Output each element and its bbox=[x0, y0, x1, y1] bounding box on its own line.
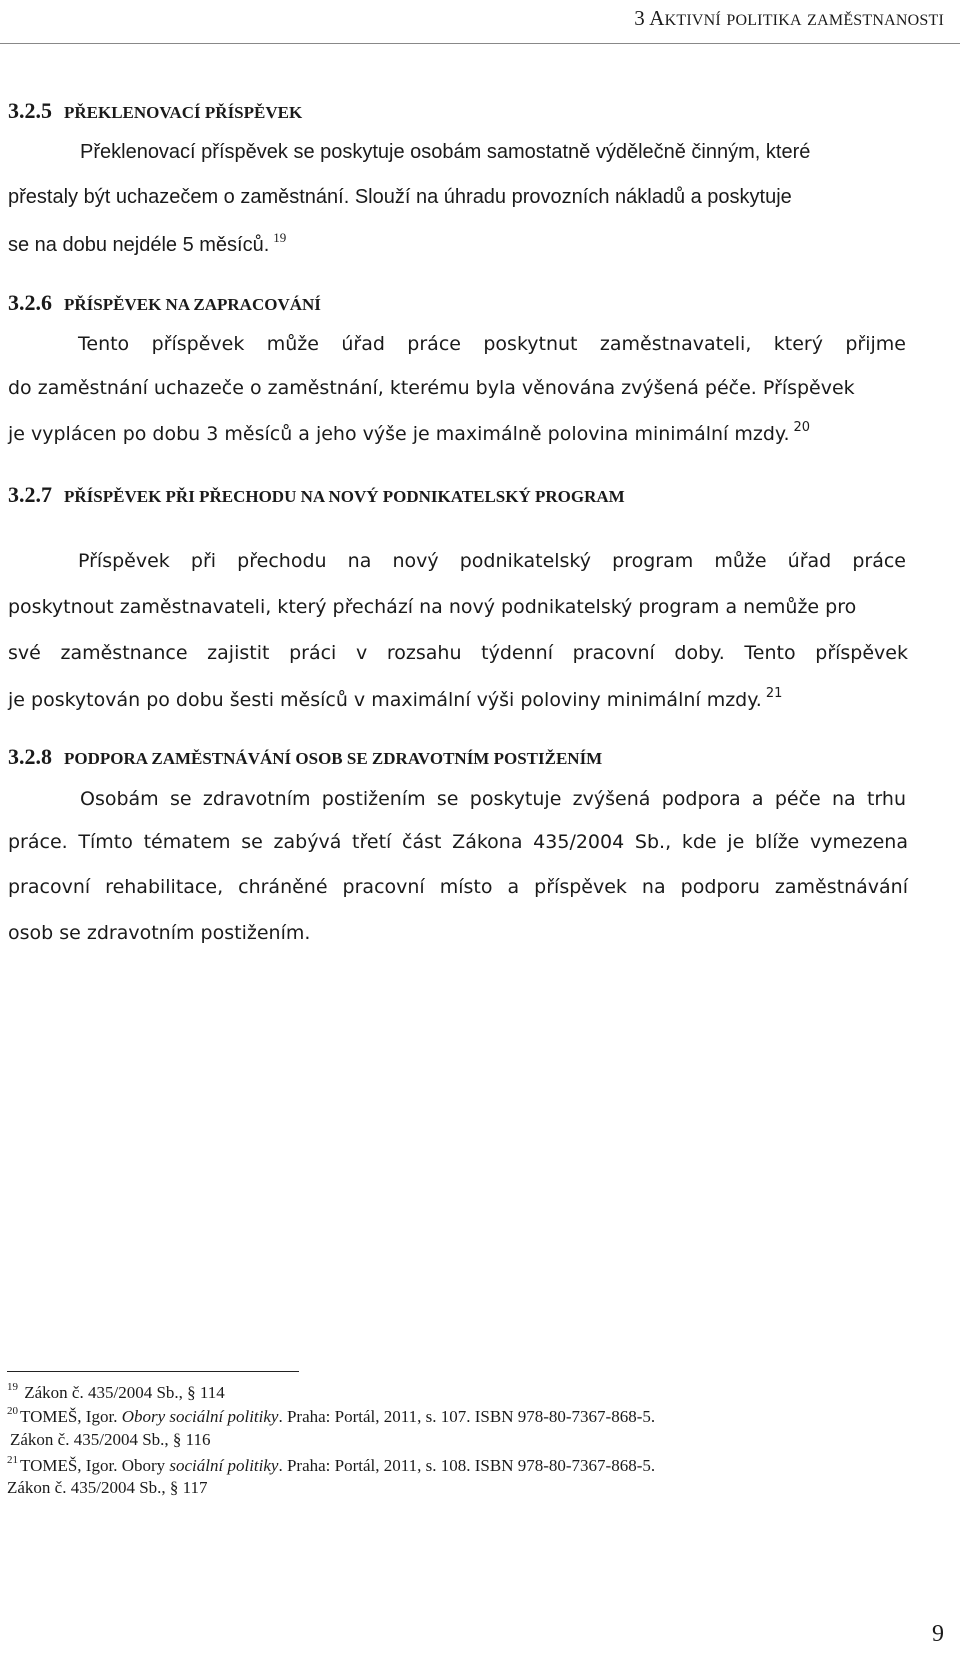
section-heading-3-2-7 bbox=[8, 482, 625, 508]
paragraph-line-with-ref bbox=[8, 230, 286, 257]
paragraph-line-with-ref bbox=[8, 686, 782, 711]
footnote-ref-19[interactable]: 19 bbox=[273, 230, 287, 245]
paragraph-text: je poskytován po dobu šesti měsíců v maximální výši poloviny minimální mzdy. bbox=[8, 689, 762, 711]
footnote-separator bbox=[7, 1371, 299, 1372]
section-number: 3.2.5 bbox=[8, 98, 52, 123]
chapter-word1-rest: KTIVNÍ bbox=[664, 12, 721, 29]
paragraph-text: Tento příspěvek může úřad práce poskytnut zaměstnavateli, který přijme bbox=[78, 333, 906, 355]
footnote-ref-20[interactable]: 20 bbox=[793, 420, 811, 435]
chapter-word2: POLITIKA bbox=[726, 12, 802, 29]
section-heading-3-2-5 bbox=[8, 98, 302, 124]
footnote-20 bbox=[7, 1405, 655, 1427]
page-number: 9 bbox=[932, 1621, 944, 1647]
paragraph-line bbox=[8, 642, 908, 664]
paragraph-line bbox=[8, 876, 908, 898]
section-title: PODPORA ZAMĚSTNÁVÁNÍ OSOB SE ZDRAVOTNÍM POSTIŽENÍM bbox=[64, 749, 603, 768]
footnote-ref-21[interactable]: 21 bbox=[765, 686, 783, 701]
section-title: PŘÍSPĚVEK NA ZAPRACOVÁNÍ bbox=[64, 295, 321, 314]
chapter-word1-initial: A bbox=[649, 6, 665, 30]
paragraph-text: se na dobu nejdéle 5 měsíců. bbox=[8, 234, 270, 256]
footnote-text: . Praha: Portál, 2011, s. 108. ISBN 978-80-7367-868-5. bbox=[278, 1456, 656, 1475]
footnote-20-continuation: Zákon č. 435/2004 Sb., § 116 bbox=[10, 1430, 211, 1449]
paragraph-text: Příspěvek při přechodu na nový podnikatelský program může úřad práce bbox=[78, 550, 906, 572]
footnote-21 bbox=[7, 1454, 655, 1476]
paragraph-text: své zaměstnance zajistit práci v rozsahu týdenní pracovní doby. Tento příspěvek bbox=[8, 642, 908, 664]
section-heading-3-2-8 bbox=[8, 744, 602, 770]
paragraph-text: Osobám se zdravotním postižením se poskytuje zvýšená podpora a péče na trhu bbox=[80, 788, 906, 810]
running-header bbox=[0, 0, 960, 44]
section-number: 3.2.6 bbox=[8, 290, 52, 315]
section-number: 3.2.8 bbox=[8, 744, 52, 769]
paragraph-line-with-ref bbox=[8, 420, 810, 445]
paragraph-line: do zaměstnání uchazeče o zaměstnání, kterému byla věnována zvýšená péče. Příspěvek bbox=[8, 377, 855, 399]
footnote-text: TOMEŠ, Igor. Obory bbox=[20, 1456, 170, 1475]
paragraph-line: osob se zdravotním postižením. bbox=[8, 922, 311, 944]
paragraph-line bbox=[8, 831, 908, 853]
footnote-number: 19 bbox=[7, 1381, 18, 1393]
paragraph-text: je vyplácen po dobu 3 měsíců a jeho výše je maximálně polovina minimální mzdy. bbox=[8, 423, 790, 445]
paragraph-line: přestaly být uchazečem o zaměstnání. Slouží na úhradu provozních nákladů a poskytuje bbox=[8, 186, 792, 208]
paragraph-text: pracovní rehabilitace, chráněné pracovní místo a příspěvek na podporu zaměstnávání bbox=[8, 876, 908, 898]
paragraph-text: práce. Tímto tématem se zabývá třetí část Zákona 435/2004 Sb., kde je blíže vymezena bbox=[8, 831, 908, 853]
paragraph-line: Překlenovací příspěvek se poskytuje osobám samostatně výdělečně činným, které bbox=[80, 141, 811, 163]
footnote-19 bbox=[7, 1381, 225, 1403]
footnote-number: 20 bbox=[7, 1405, 18, 1417]
paragraph-line: poskytnout zaměstnavateli, který přechází na nový podnikatelský program a nemůže pro bbox=[8, 596, 857, 618]
paragraph-line bbox=[80, 788, 906, 810]
footnote-book-title: sociální politiky bbox=[169, 1456, 279, 1475]
footnote-number: 21 bbox=[7, 1454, 18, 1466]
chapter-title bbox=[634, 6, 944, 31]
section-title: PŘÍSPĚVEK PŘI PŘECHODU NA NOVÝ PODNIKATELSKÝ PROGRAM bbox=[64, 487, 625, 506]
section-number: 3.2.7 bbox=[8, 482, 52, 507]
footnote-book-title: Obory sociální politiky bbox=[121, 1407, 279, 1426]
chapter-word3: ZAMĚSTNANOSTI bbox=[807, 12, 944, 29]
paragraph-line bbox=[78, 550, 906, 572]
chapter-number: 3 bbox=[634, 6, 645, 30]
footnote-text: Zákon č. 435/2004 Sb., § 114 bbox=[24, 1383, 225, 1402]
footnote-text: TOMEŠ, Igor. bbox=[20, 1407, 122, 1426]
paragraph-line bbox=[78, 333, 906, 355]
section-title: PŘEKLENOVACÍ PŘÍSPĚVEK bbox=[64, 103, 303, 122]
footnote-21-continuation: Zákon č. 435/2004 Sb., § 117 bbox=[7, 1478, 208, 1497]
section-heading-3-2-6 bbox=[8, 290, 321, 316]
footnote-text: . Praha: Portál, 2011, s. 107. ISBN 978-80-7367-868-5. bbox=[278, 1407, 656, 1426]
